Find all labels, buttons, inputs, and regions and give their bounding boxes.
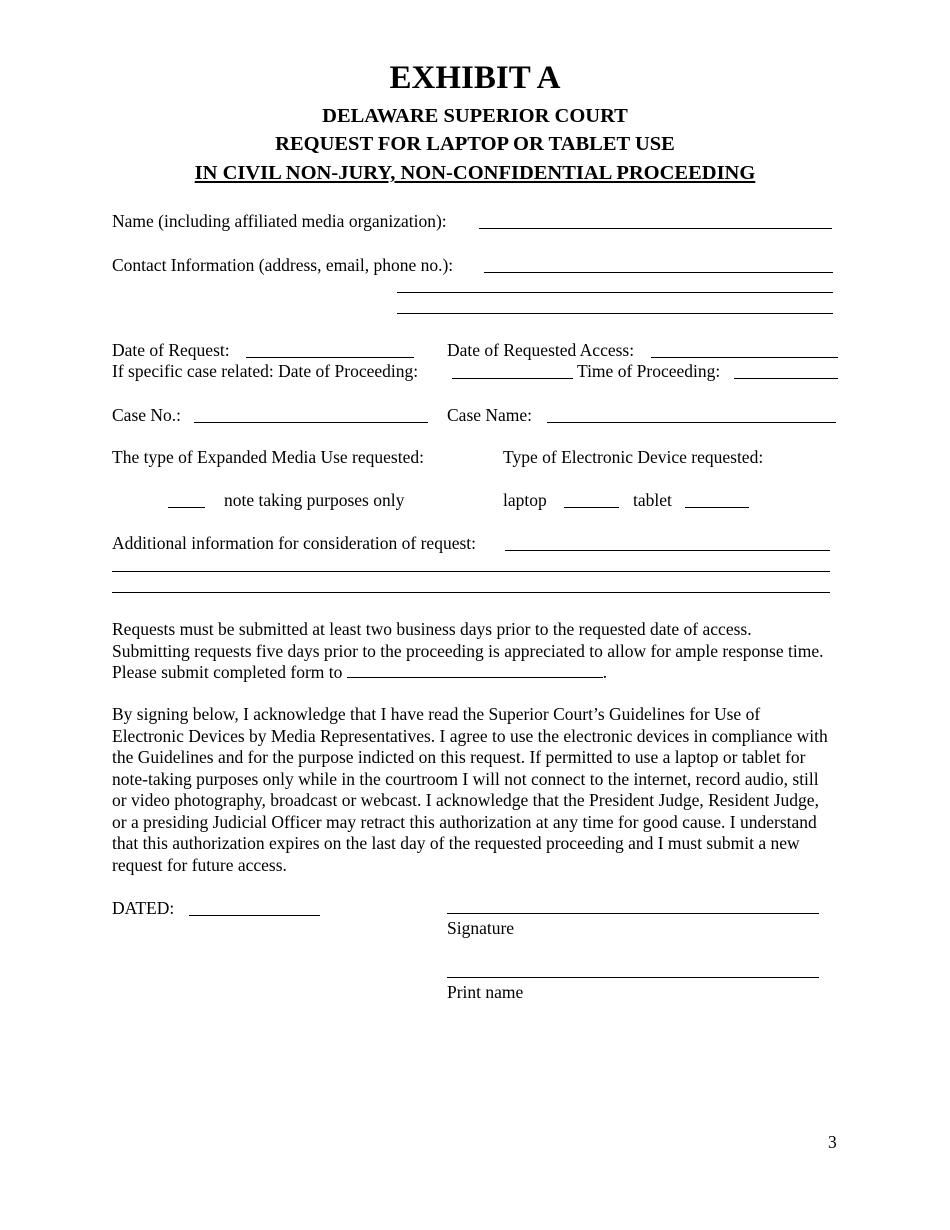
signature-label: Signature [447,918,515,938]
case-no-label: Case No.: [112,405,182,425]
case-no-field[interactable] [194,422,428,423]
additional-field-line-2[interactable] [112,571,830,572]
print-name-label: Print name [447,982,524,1002]
signature-field[interactable] [447,913,819,914]
date-access-label: Date of Requested Access: [447,340,635,360]
device-label: Type of Electronic Device requested: [503,447,764,467]
court-title: DELAWARE SUPERIOR COURT [322,105,628,127]
contact-field-line-2[interactable] [397,292,833,293]
case-related-label: If specific case related: Date of Proceeding: [112,361,419,381]
contact-field-line-3[interactable] [397,313,833,314]
date-access-field[interactable] [651,357,838,358]
note-taking-checkbox-line[interactable] [168,507,205,508]
submit-to-field[interactable] [347,663,603,678]
submission-text: Requests must be submitted at least two business days prior to the requested date of access. Submitting requests five days prior to the proceeding is appreciated to allow for ample response time. Please submit completed form to [112,619,824,682]
note-taking-label: note taking purposes only [224,490,405,510]
dated-label: DATED: [112,898,175,918]
contact-field-line-1[interactable] [484,272,833,273]
tablet-field[interactable] [685,507,749,508]
additional-label: Additional information for consideration of request: [112,533,477,553]
acknowledge-paragraph: By signing below, I acknowledge that I have read the Superior Court’s Guidelines for Use of Electronic Devices by Media Representatives. I agree to use the electronic devices in compliance with the Guidelines and for the purpose indicted on this request. If permitted to use a laptop or tablet for note-taking purposes only while in the courtroom I will not connect to the internet, record audio, still or video photography, broadcast or webcast. I acknowledge that the President Judge, Resident Judge, or a presiding Judicial Officer may retract this authorization at any time for good cause. I understand that this authorization expires on the last day of the requested proceeding and I must submit a new request for future access. [112,704,828,875]
submission-period: . [602,662,608,682]
print-name-field[interactable] [447,977,819,978]
proceeding-title-wrap [0,161,950,185]
proceeding-title: IN CIVIL NON-JURY, NON-CONFIDENTIAL PROCEEDING [194,162,756,184]
date-request-label: Date of Request: [112,340,230,360]
additional-field-line-1[interactable] [505,550,830,551]
name-label: Name (including affiliated media organization): [112,211,447,231]
tablet-label: tablet [633,490,672,510]
request-title: REQUEST FOR LAPTOP OR TABLET USE [275,133,675,155]
dated-field[interactable] [189,915,320,916]
date-request-field[interactable] [246,357,414,358]
laptop-label: laptop [503,490,547,510]
name-field[interactable] [479,228,832,229]
media-use-label: The type of Expanded Media Use requested: [112,447,424,467]
contact-label: Contact Information (address, email, phone no.): [112,255,454,275]
case-name-field[interactable] [547,422,836,423]
time-proceeding-label: Time of Proceeding: [577,361,721,381]
laptop-field[interactable] [564,507,619,508]
date-proceeding-field[interactable] [452,378,573,379]
additional-field-line-3[interactable] [112,592,830,593]
exhibit-title: EXHIBIT A [389,60,561,96]
case-name-label: Case Name: [447,405,533,425]
time-proceeding-field[interactable] [734,378,838,379]
submission-paragraph [112,619,832,684]
page-number: 3 [828,1132,837,1152]
